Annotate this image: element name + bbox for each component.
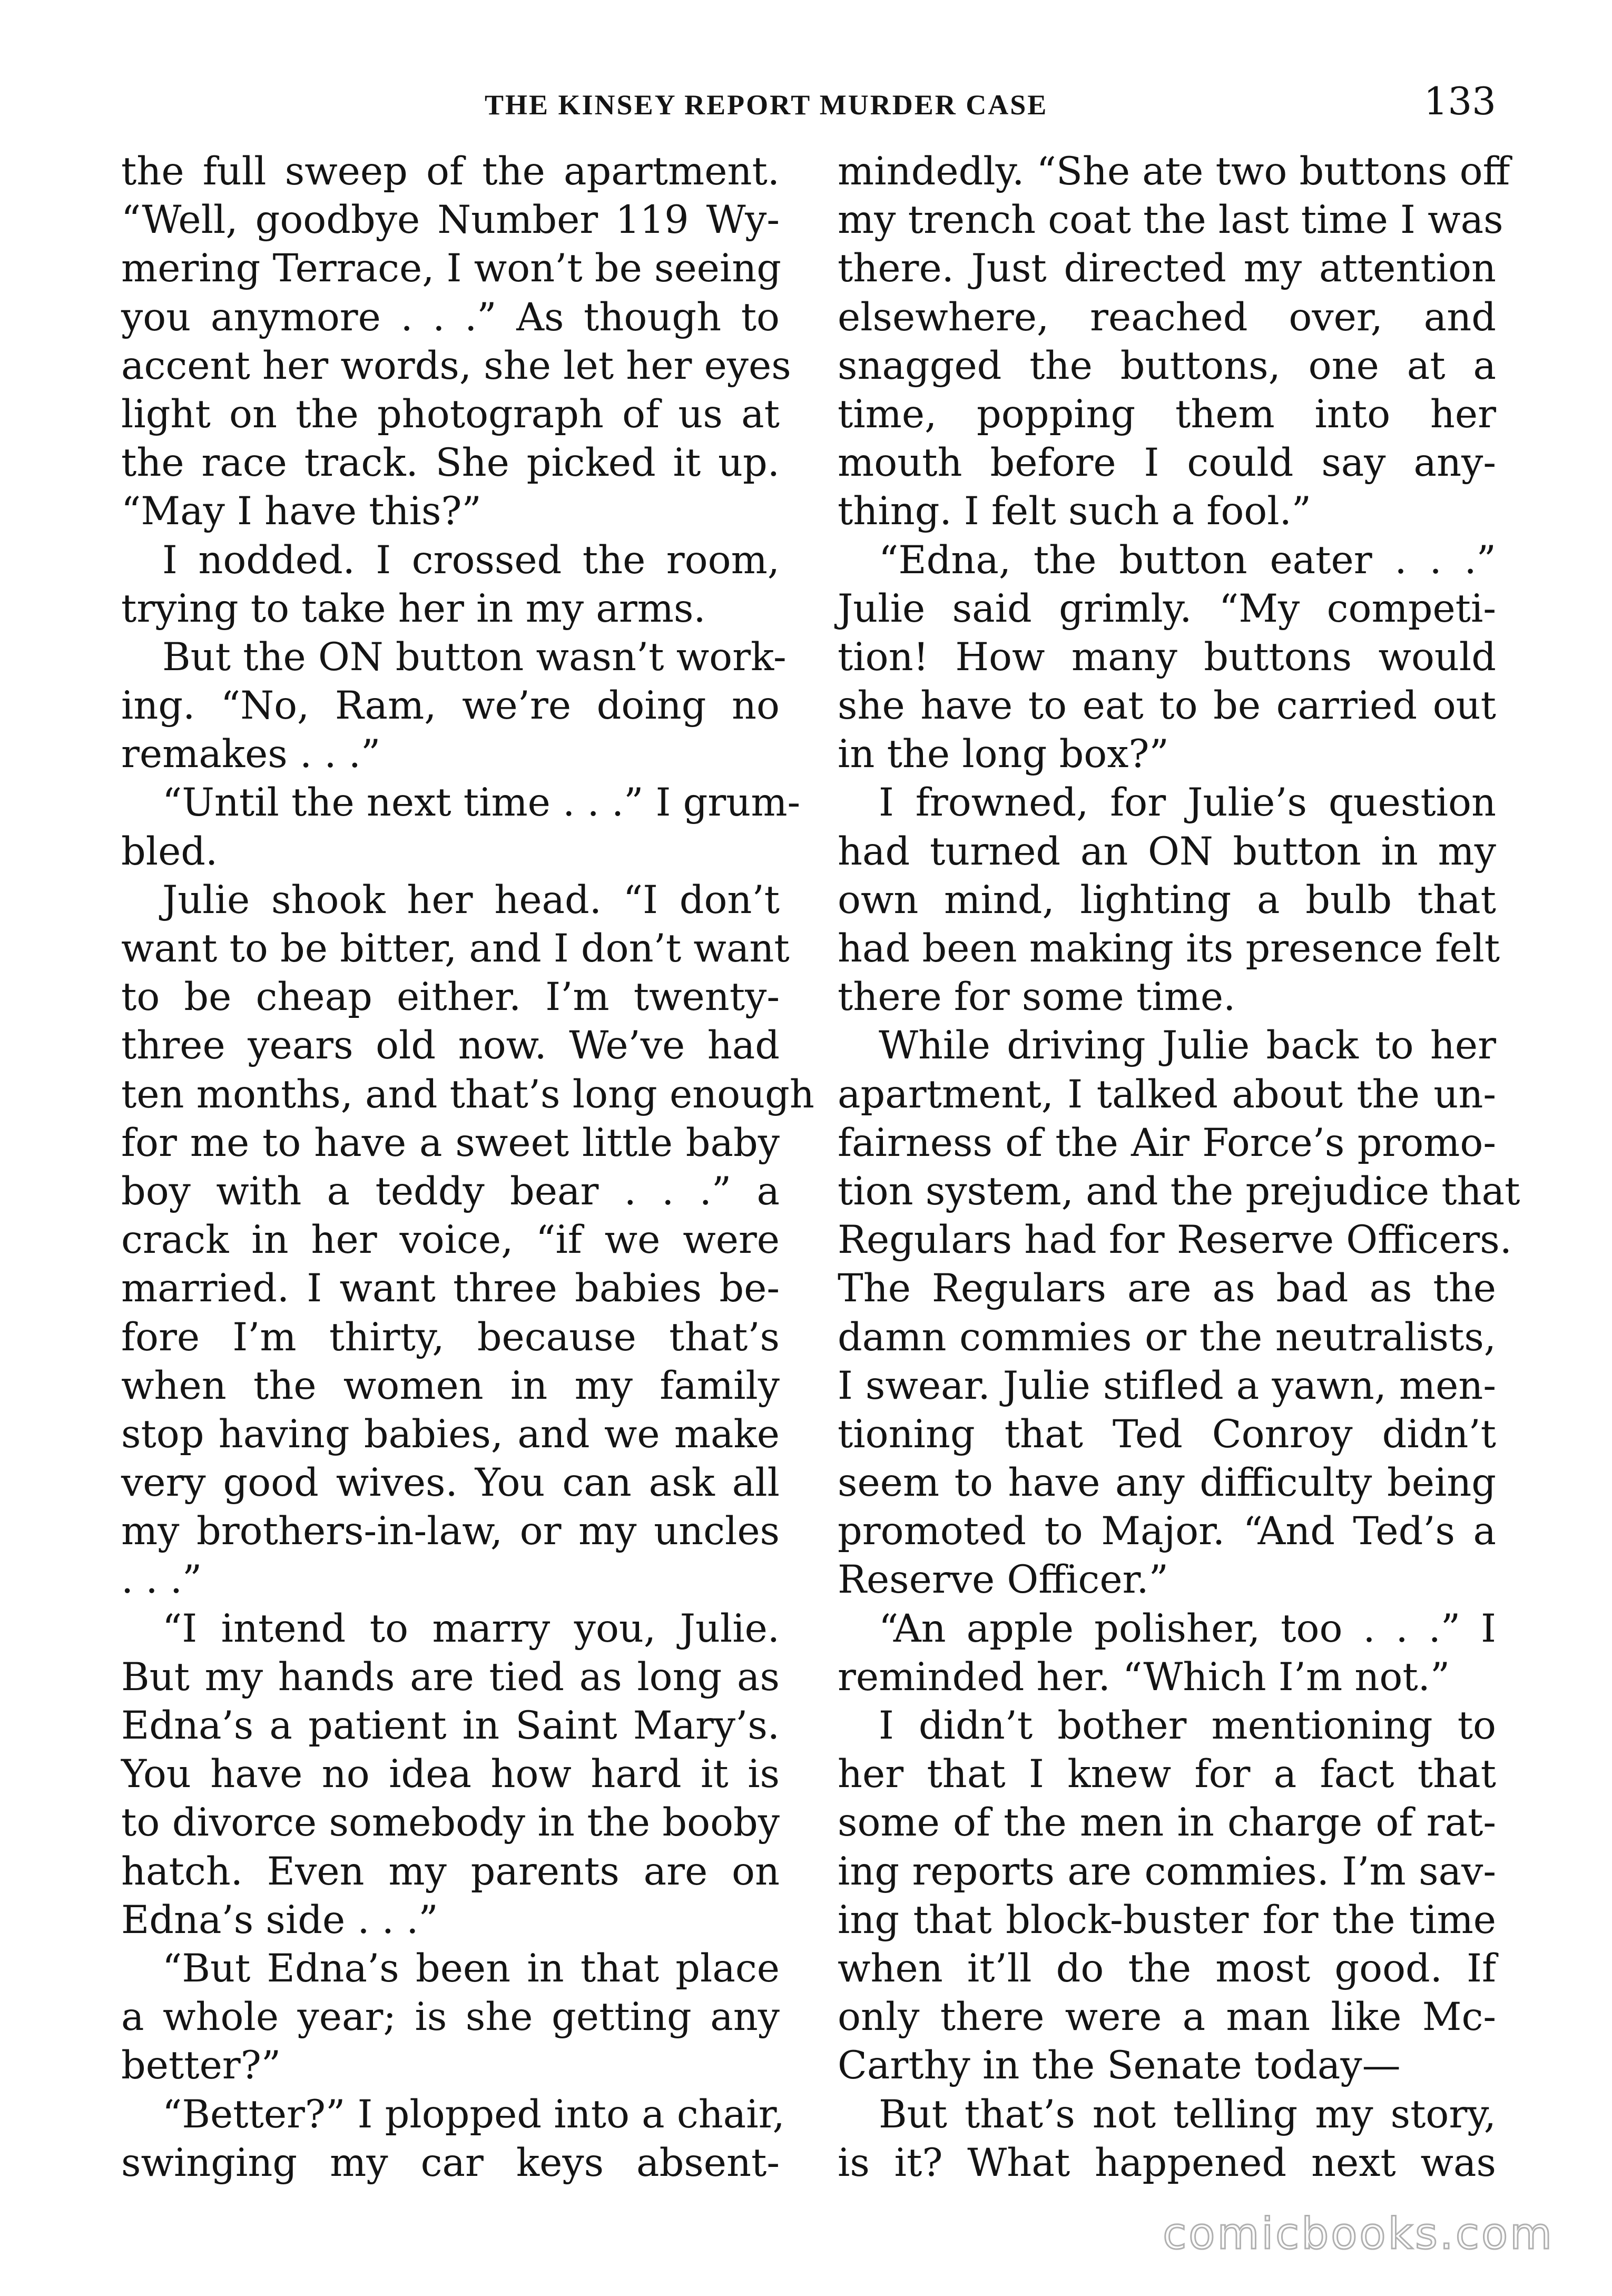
text-line: is it? What happened next was [838, 2140, 1496, 2185]
text-line: time, popping them into her [838, 391, 1496, 437]
text-line: But my hands are tied as long as [121, 1654, 780, 1700]
text-line: Regulars had for Reserve Officers. [838, 1218, 1512, 1263]
text-line: three years old now. We’ve had [121, 1023, 780, 1068]
text-line: you anymore . . .” As though to [121, 295, 780, 340]
text-line: ing reports are commies. I’m sav- [838, 1849, 1496, 1894]
text-line: her that I knew for a fact that [838, 1752, 1496, 1797]
text-line: Reserve Officer.” [838, 1557, 1168, 1603]
text-line: crack in her voice, “if we were [121, 1218, 780, 1263]
text-line: “May I have this?” [121, 489, 481, 534]
text-line: in the long box?” [838, 732, 1169, 777]
text-line: ing. “No, Ram, we’re doing no [121, 683, 780, 729]
text-line: thing. I felt such a fool.” [838, 489, 1312, 534]
text-line: own mind, lighting a bulb that [838, 877, 1496, 923]
text-line: . . .” [121, 1557, 202, 1603]
text-line: snagged the buttons, one at a [838, 343, 1496, 388]
text-line: mindedly. “She ate two buttons off [838, 149, 1510, 194]
text-line: “Well, goodbye Number 119 Wy- [121, 198, 780, 243]
text-line: apartment, I talked about the un- [838, 1072, 1496, 1117]
text-line: want to be bitter, and I don’t want [121, 926, 790, 971]
text-line: married. I want three babies be- [121, 1266, 780, 1311]
text-line: “An apple polisher, too . . .” I [879, 1606, 1496, 1651]
text-line: swinging my car keys absent- [121, 2140, 780, 2185]
text-line: reminded her. “Which I’m not.” [838, 1654, 1450, 1700]
text-line: bled. [121, 829, 218, 874]
text-line: some of the men in charge of rat- [838, 1800, 1496, 1846]
text-line: there. Just directed my attention [838, 246, 1496, 291]
text-line: damn commies or the neutralists, [838, 1314, 1496, 1360]
page-number: 133 [1423, 79, 1496, 123]
text-line: light on the photograph of us at [121, 391, 780, 437]
text-line: But that’s not telling my story, [879, 2092, 1496, 2137]
text-line: ten months, and that’s long enough [121, 1072, 814, 1117]
text-line: Julie said grimly. “My competi- [838, 586, 1496, 631]
text-line: tion! How many buttons would [838, 634, 1496, 680]
text-line: remakes . . .” [121, 732, 381, 777]
text-line: “Edna, the button eater . . .” [879, 537, 1496, 583]
text-line: she have to eat to be carried out [838, 683, 1496, 729]
text-line: a whole year; is she getting any [121, 1995, 780, 2040]
text-line: trying to take her in my arms. [121, 586, 706, 631]
text-line: better?” [121, 2043, 281, 2088]
text-line: promoted to Major. “And Ted’s a [838, 1509, 1496, 1554]
page-header [121, 79, 1496, 137]
text-line: mouth before I could say any- [838, 440, 1496, 486]
text-line: I didn’t bother mentioning to [879, 1703, 1496, 1748]
text-line: for me to have a sweet little baby [121, 1120, 780, 1165]
text-line: the race track. She picked it up. [121, 440, 780, 486]
text-line: hatch. Even my parents are on [121, 1849, 780, 1894]
text-line: boy with a teddy bear . . .” a [121, 1169, 780, 1214]
text-line: “Better?” I plopped into a chair, [162, 2092, 785, 2137]
text-line: Edna’s side . . .” [121, 1897, 438, 1942]
text-line: You have no idea how hard it is [121, 1752, 780, 1797]
text-line: tioning that Ted Conroy didn’t [838, 1411, 1496, 1457]
text-line: when it’ll do the most good. If [838, 1946, 1496, 1991]
text-line: had turned an ON button in my [838, 829, 1496, 874]
text-line: to be cheap either. I’m twenty- [121, 975, 780, 1020]
text-line: tion system, and the prejudice that [838, 1169, 1520, 1214]
text-line: I frowned, for Julie’s question [879, 780, 1496, 826]
text-line: I swear. Julie stifled a yawn, men- [838, 1363, 1496, 1408]
watermark: comicbooks.com [1163, 2209, 1554, 2259]
text-line: had been making its presence felt [838, 926, 1500, 971]
text-line: elsewhere, reached over, and [838, 295, 1496, 340]
text-line: While driving Julie back to her [879, 1023, 1496, 1068]
text-line: my brothers-in-law, or my uncles [121, 1509, 780, 1554]
text-line: I nodded. I crossed the room, [162, 537, 780, 583]
text-line: “I intend to marry you, Julie. [162, 1606, 780, 1651]
text-line: “But Edna’s been in that place [162, 1946, 780, 1991]
text-line: when the women in my family [121, 1363, 780, 1408]
text-line: Carthy in the Senate today— [838, 2043, 1401, 2088]
text-line: fore I’m thirty, because that’s [121, 1314, 780, 1360]
text-line: The Regulars are as bad as the [838, 1266, 1496, 1311]
text-line: Julie shook her head. “I don’t [162, 877, 780, 923]
text-line: ing that block-buster for the time [838, 1897, 1496, 1942]
left-text-column [121, 148, 814, 2187]
text-line: Edna’s a patient in Saint Mary’s. [121, 1703, 780, 1748]
text-line: But the ON button wasn’t work- [162, 634, 787, 680]
text-line: only there were a man like Mc- [838, 1995, 1496, 2040]
text-line: “Until the next time . . .” I grum- [162, 780, 801, 826]
text-line: the full sweep of the apartment. [121, 149, 780, 194]
text-line: mering Terrace, I won’t be seeing [121, 246, 781, 291]
text-line: fairness of the Air Force’s promo- [838, 1120, 1496, 1165]
text-line: stop having babies, and we make [121, 1411, 780, 1457]
text-line: there for some time. [838, 975, 1236, 1020]
right-text-column [838, 148, 1520, 2187]
text-line: to divorce somebody in the booby [121, 1800, 780, 1846]
text-line: seem to have any difficulty being [838, 1460, 1496, 1506]
text-line: accent her words, she let her eyes [121, 343, 791, 388]
text-line: very good wives. You can ask all [121, 1460, 780, 1506]
running-title: THE KINSEY REPORT MURDER CASE [485, 89, 1048, 121]
text-line: my trench coat the last time I was [838, 198, 1503, 243]
